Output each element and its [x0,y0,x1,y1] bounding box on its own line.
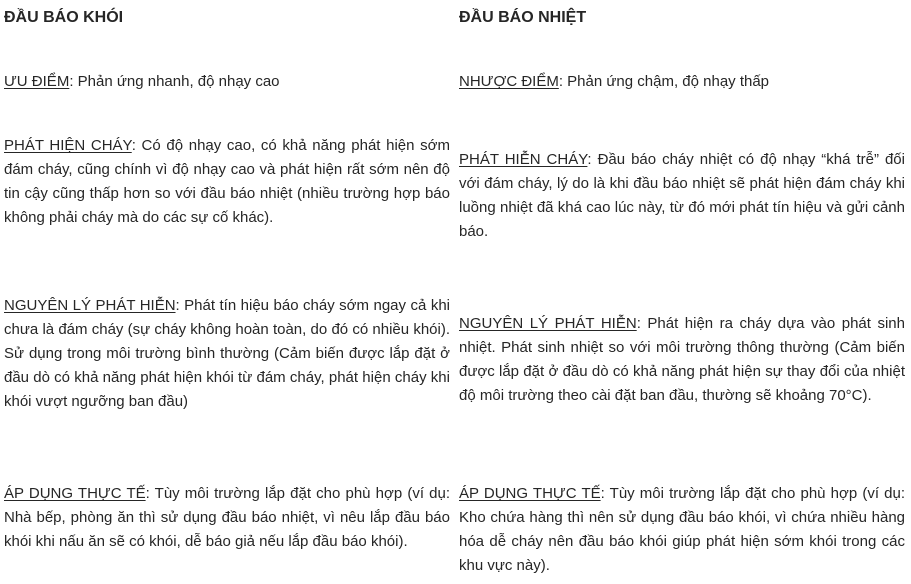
smoke-application [4,482,450,554]
heat-principle-label: NGUYÊN LÝ PHÁT HIỄN [459,315,637,332]
heat-application [459,482,905,578]
heat-principle-text: : Phát hiện ra cháy dựa vào phát sinh nhiệt. Phát sinh nhiệt so với môi trường thông thường (Cảm biến được lắp đặt ở đầu dò có khả năng phát hiện sự thay đổi của nhiệt độ môi trường theo cài đặt ban đầu, thường sẽ khoảng 70°C). [459,315,905,404]
smoke-detection [4,134,450,230]
smoke-detection-text: : Có độ nhạy cao, có khả năng phát hiện sớm đám cháy, cũng chính vì độ nhạy cao và phát hiện rất sớm nên độ tin cậy cũng thấp hơn so với đầu báo nhiệt (nhiều trường hợp báo không phải cháy mà do các sự cố khác). [4,137,450,226]
smoke-application-text: : Tùy môi trường lắp đặt cho phù hợp (ví dụ: Nhà bếp, phòng ăn thì sử dụng đầu báo nhiệt, vì nêu lắp đầu báo khói khi nấu ăn sẽ có khói, dễ báo giả nếu lắp đầu báo khói). [4,485,450,550]
smoke-advantage-text: : Phản ứng nhanh, độ nhạy cao [69,73,280,90]
heat-detection-text: : Đầu báo cháy nhiệt có độ nhạy “khá trễ” đối với đám cháy, lý do là khi đầu báo nhiệt sẽ phát hiện đám cháy khi luồng nhiệt đã khá cao lúc này, từ đó mới phát tín hiệu và gửi cảnh báo. [459,151,905,240]
heat-detector-title: ĐẦU BÁO NHIỆT [459,9,587,26]
smoke-principle-text: : Phát tín hiệu báo cháy sớm ngay cả khi chưa là đám cháy (sự cháy không hoàn toàn, do đó có nhiều khói). Sử dụng trong môi trường bình thường (Cảm biến được lắp đặt ở đầu dò có khả năng phát hiện khói từ đám cháy, phát hiện cháy khi khói vượt ngưỡng ban đầu) [4,297,450,410]
smoke-advantage [4,70,450,94]
heat-application-text: : Tùy môi trường lắp đặt cho phù hợp (ví dụ: Kho chứa hàng thì nên sử dụng đầu báo khói, vì chứa nhiều hàng hóa dễ cháy nên đầu báo khói giúp phát hiện sớm khói trong các khu vực này). [459,485,905,574]
smoke-principle-label: NGUYÊN LÝ PHÁT HIỄN [4,297,176,314]
smoke-detector-title: ĐẦU BÁO KHÓI [4,9,124,26]
heat-application-label: ÁP DỤNG THỰC TẾ [459,485,601,502]
heat-disadvantage [459,70,905,94]
heat-detection [459,148,905,244]
heat-disadvantage-text: : Phản ứng chậm, độ nhạy thấp [558,73,770,90]
smoke-advantage-label: ƯU ĐIỂM [4,73,70,90]
heat-detection-label: PHÁT HIỄN CHÁY [459,151,588,168]
heat-disadvantage-label: NHƯỢC ĐIỂM [459,73,559,90]
smoke-application-label: ÁP DỤNG THỰC TẾ [4,485,146,502]
smoke-detection-label: PHÁT HIỆN CHÁY [4,137,132,154]
heat-principle [459,312,905,408]
smoke-principle [4,294,450,414]
